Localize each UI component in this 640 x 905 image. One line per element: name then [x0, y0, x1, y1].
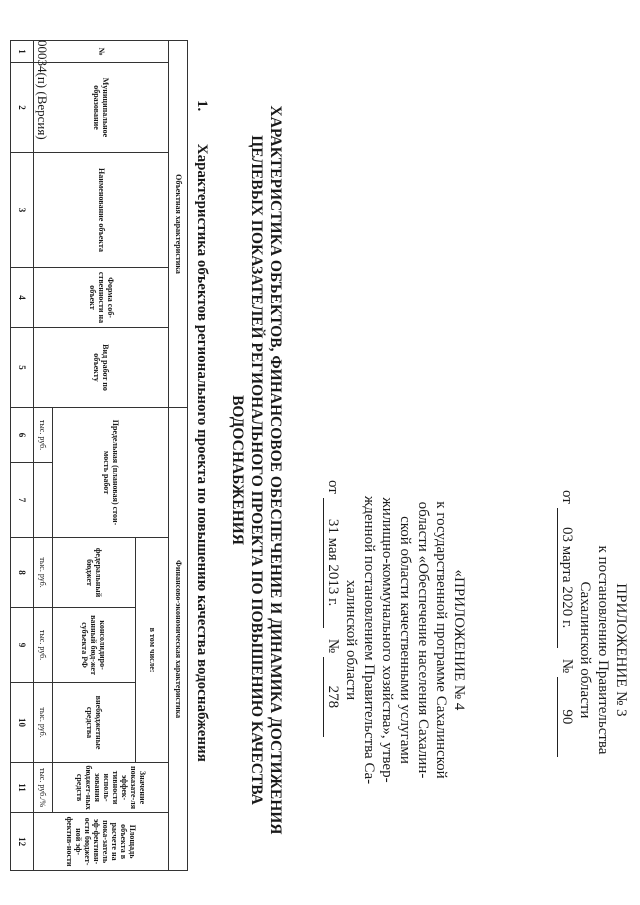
col-share-header: Площадь объекта в расчете на пока-затель эф-фективн-ости бюджет-ной эф-фектив-ности [34, 813, 169, 871]
group-finance-header: Финансово-экономическая характеристика [169, 408, 188, 871]
document-title [228, 90, 285, 850]
program-date: 31 мая 2013 г. [323, 498, 342, 628]
title-line: ХАРАКТЕРИСТИКА ОБЪЕКТОВ, ФИНАНСОВОЕ ОБЕСПЕЧЕНИЕ И ДИНАМИКА ДОСТИЖЕНИЯ [267, 105, 284, 835]
col-federal-header: федеральный бюджет [52, 538, 135, 608]
appendix-4-line: жденной постановлением Правительства Са- [361, 495, 377, 785]
unit-cell [34, 463, 53, 538]
unit-cell: тыс. руб. [34, 538, 53, 608]
col-number: 8 [11, 538, 34, 608]
column-numbers-row [11, 41, 34, 871]
col-number: 7 [11, 463, 34, 538]
section-heading [193, 100, 210, 860]
col-number: 12 [11, 813, 34, 871]
col-number: 1 [11, 41, 34, 63]
appendix-3-date-row [557, 470, 576, 830]
unit-cell: тыс. руб. [34, 683, 53, 763]
decree-number: 90 [557, 677, 576, 757]
appendix-4-header [323, 420, 468, 860]
from-label: от [325, 480, 341, 494]
appendix-4-title: «ПРИЛОЖЕНИЕ № 4 [451, 569, 467, 711]
appendix-4-line: к государственной программе Сахалинской [433, 501, 449, 779]
col-number: 11 [11, 763, 34, 813]
decree-date: 03 марта 2020 г. [557, 508, 576, 648]
objects-table [10, 40, 188, 871]
col-no-header: № [34, 41, 169, 63]
appendix-4-line: жилищно-коммунального хозяйства», утвер- [379, 497, 395, 783]
title-line: ВОДОСНАБЖЕНИЯ [229, 395, 246, 545]
col-number: 10 [11, 683, 34, 763]
col-indicator-header: Значение показате-ля эффек-тивности исполь-зования бюджет-ных средств [52, 763, 169, 813]
program-number: 278 [323, 657, 342, 737]
appendix-4-date-row [323, 420, 342, 860]
col-object-name-header: Наименование объекта [34, 153, 169, 268]
unit-cell: тыс. руб. [34, 408, 53, 463]
unit-cell: тыс. руб./% [34, 763, 53, 813]
in-that-number-header: в том числе: [136, 538, 169, 763]
section-number: 1. [194, 100, 210, 112]
col-municipality-header: Муниципальное образование [34, 63, 169, 153]
col-number: 2 [11, 63, 34, 153]
group-objects-header: Объектная характеристика [169, 41, 188, 408]
unit-cell: тыс. руб. [34, 608, 53, 683]
col-number: 5 [11, 328, 34, 408]
col-ownership-header: Форма соб-ственности на объект [34, 268, 169, 328]
col-work-type-header: Вид работ по объекту [34, 328, 169, 408]
col-number: 4 [11, 268, 34, 328]
col-number: 9 [11, 608, 34, 683]
col-number: 6 [11, 408, 34, 463]
col-cost-header: Предельная (плановая) стои-мость работ [52, 408, 169, 538]
appendix-3-header [557, 470, 630, 830]
number-label: № [325, 638, 341, 654]
col-number: 3 [11, 153, 34, 268]
col-consolidated-header: консолидиро-ванный бюд-жет субъекта РФ [52, 608, 135, 683]
from-label: от [559, 490, 575, 504]
appendix-4-line: халинской области [343, 579, 359, 701]
appendix-3-line: Сахалинской области [577, 581, 593, 719]
number-label: № [559, 658, 575, 674]
appendix-4-line: ской области качественными услугами [397, 516, 413, 764]
col-extrabudget-header: внебюджетные средства [52, 683, 135, 763]
appendix-3-title: ПРИЛОЖЕНИЕ № 3 [613, 583, 629, 717]
appendix-3-line: к постановлению Правительства [595, 545, 611, 755]
document-version-code: 00034(п) (Версия) [35, 40, 50, 140]
appendix-4-line: области «Обеспечение населения Сахалин- [415, 501, 431, 779]
section-text: Характеристика объектов регионального проекта по повышению качества водоснабжения [194, 143, 210, 762]
title-line: ЦЕЛЕВЫХ ПОКАЗАТЕЛЕЙ РЕГИОНАЛЬНОГО ПРОЕКТА ПО ПОВЫШЕНИЮ КАЧЕСТВА [248, 135, 265, 805]
